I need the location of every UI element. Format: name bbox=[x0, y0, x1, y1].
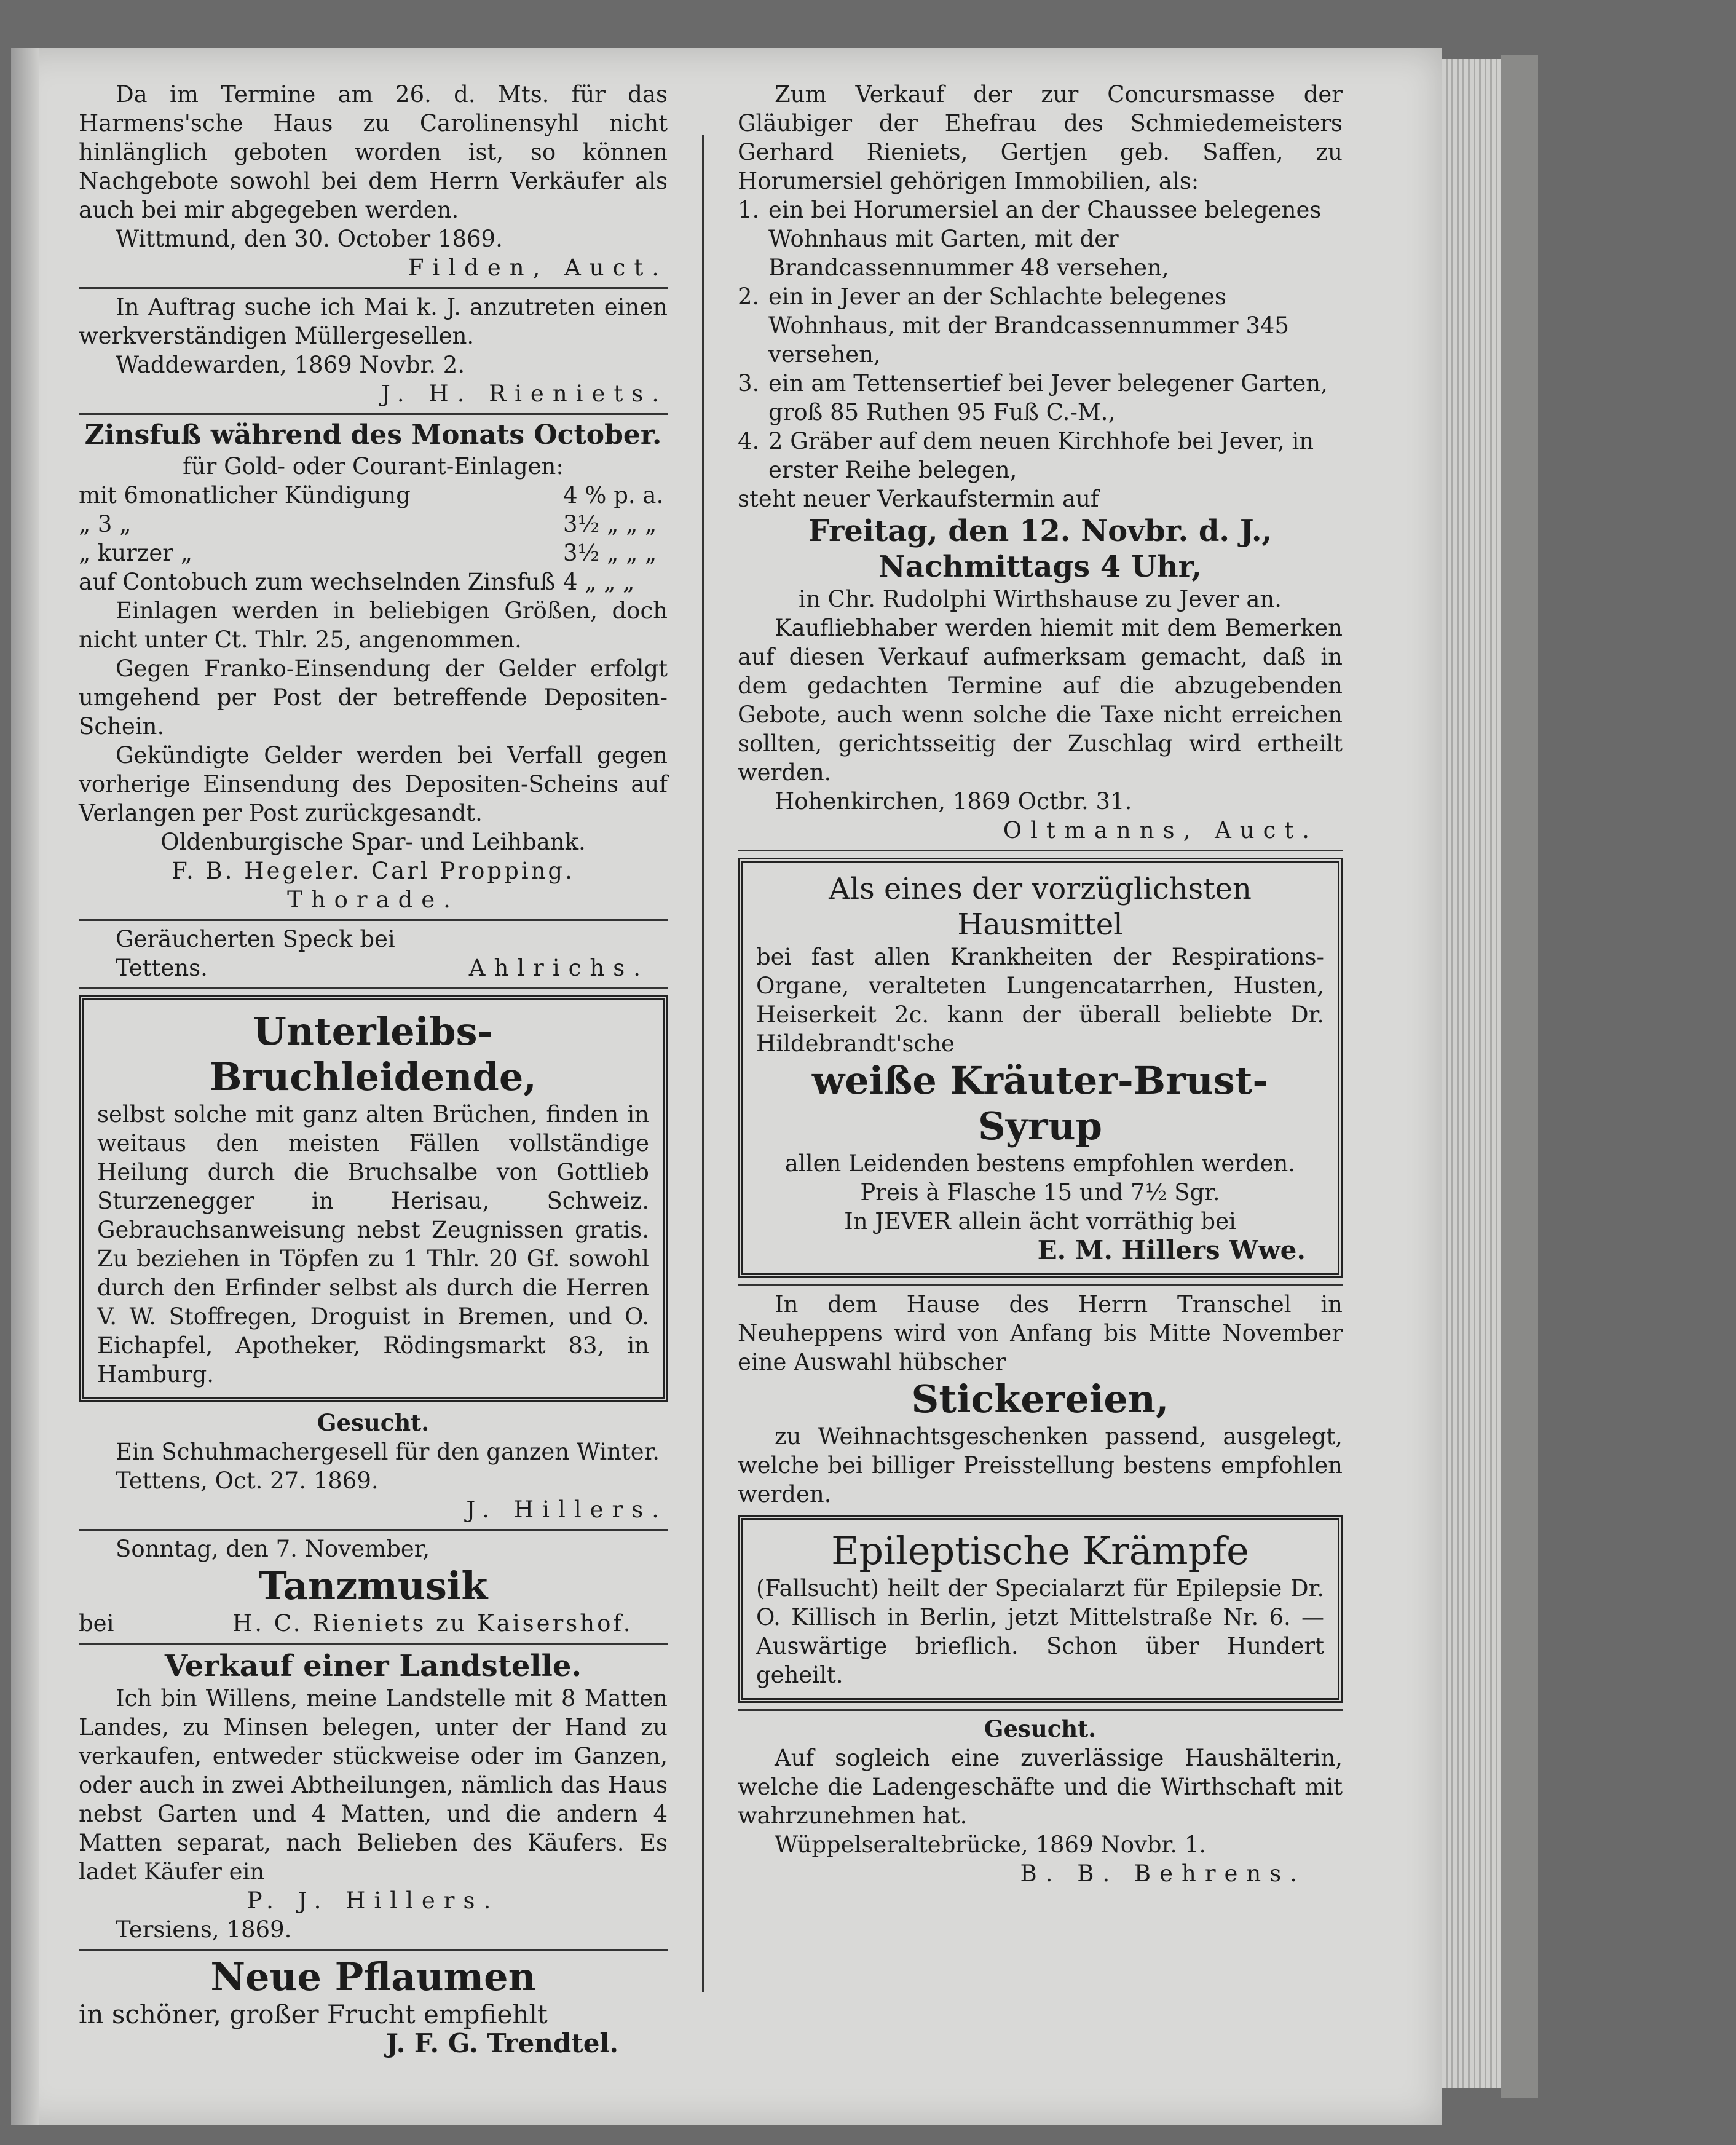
notice-property-sale bbox=[738, 80, 1343, 845]
notice-signature: J. H. Rieniets. bbox=[381, 381, 668, 407]
rate-label: „ kurzer „ bbox=[79, 540, 192, 566]
divider bbox=[79, 919, 668, 921]
land-text: Ich bin Willens, meine Landstelle mit 8 Matten Landes, zu Minsen belegen, unter der Hand zu verkaufen, entweder stückweise oder im Ganzen, oder auch in zwei Abtheilungen, nämlich das Haus nebst Garten und 4 Matten, und die andern 4 Matten separat, nach Belieben des Käufers. Es ladet Käufer ein bbox=[79, 1685, 668, 1885]
embroidery-text: In dem Hause des Herrn Transchel in Neuheppens wird von Anfang bis Mitte November eine Auswahl hübscher bbox=[738, 1291, 1343, 1375]
divider bbox=[79, 1643, 668, 1645]
notice-signature: Ahlrichs. bbox=[468, 955, 649, 981]
epilepsy-title: Epileptische Krämpfe bbox=[831, 1528, 1249, 1573]
notice-auction-harmens bbox=[79, 80, 668, 282]
list-item bbox=[738, 196, 1343, 282]
rate-label: mit 6monatlicher Kündigung bbox=[79, 482, 411, 508]
notice-place: Waddewarden, 1869 Novbr. 2. bbox=[116, 352, 465, 378]
interest-title: Zinsfuß während des Monats October. bbox=[84, 419, 662, 451]
sale-time: Nachmittags 4 Uhr, bbox=[878, 550, 1202, 584]
dance-host: H. C. Rieniets zu Kaisershof. bbox=[232, 1610, 633, 1637]
dance-bei: bei bbox=[79, 1610, 114, 1637]
divider bbox=[79, 287, 668, 289]
notice-interest-rates bbox=[79, 419, 668, 914]
bank-signatory: Thorade. bbox=[287, 887, 459, 913]
land-place: Tersiens, 1869. bbox=[116, 1916, 292, 1943]
ad-text: selbst solche mit ganz alten Brüchen, finden in weitaus den meisten Fällen vollständige Heilung durch die Bruchsalbe von Gottlieb Sturzenegger in Herisau, Schweiz. Gebrauchsanweisung nebst Zeugnissen gratis. Zu beziehen in Töpfen zu 1 Thlr. 20 Gf. sowohl durch den Erfinder selbst als durch die Herren V. W. Stoffregen, Droguist in Bremen, und O. Eichapfel, Apotheker, Rödingsmarkt 83, in Hamburg. bbox=[97, 1101, 649, 1388]
notice-signature: Filden, Auct. bbox=[408, 255, 668, 281]
rate-row bbox=[79, 539, 668, 567]
divider bbox=[79, 987, 668, 989]
notice-dance bbox=[79, 1535, 668, 1638]
ad-rupture-salve bbox=[79, 995, 668, 1402]
syrup-title: weiße Kräuter-Brust- bbox=[811, 1058, 1269, 1103]
divider bbox=[738, 1709, 1343, 1711]
item-text: ein in Jever an der Schlachte belegenes Wohnhaus, mit der Brandcassennummer 345 versehen, bbox=[768, 283, 1289, 368]
interest-text: Gekündigte Gelder werden bei Verfall gegen vorherige Einsendung des Depositen-Scheins auf Verlangen per Post zurückgesandt. bbox=[79, 742, 668, 826]
notice-place: Tettens. bbox=[116, 955, 208, 981]
sale-location: in Chr. Rudolphi Wirthshause zu Jever an. bbox=[799, 586, 1282, 612]
ad-plums bbox=[79, 1954, 668, 2058]
syrup-title: Syrup bbox=[978, 1104, 1102, 1148]
notice-embroidery bbox=[738, 1290, 1343, 1509]
rate-label: auf Contobuch zum wechselnden Zinsfuß bbox=[79, 569, 556, 595]
notice-text: Auf sogleich eine zuverlässige Haushälterin, welche die Ladengeschäfte und die Wirthschaft mit wahrzunehmen hat. bbox=[738, 1745, 1343, 1829]
notice-shoemaker bbox=[79, 1408, 668, 1524]
plums-text: in schöner, großer Frucht empfiehlt bbox=[79, 1999, 548, 2029]
dance-title: Tanzmusik bbox=[258, 1563, 488, 1608]
list-item bbox=[738, 282, 1343, 369]
bank-name: Oldenburgische Spar- und Leihbank. bbox=[160, 829, 586, 855]
divider bbox=[738, 850, 1343, 851]
rate-value: 3½ „ „ „ bbox=[563, 540, 657, 566]
item-number: 3. bbox=[738, 370, 760, 397]
notice-signature: J. Hillers. bbox=[466, 1496, 668, 1523]
notice-title: Gesucht. bbox=[984, 1715, 1097, 1742]
ad-breast-syrup bbox=[738, 858, 1343, 1278]
interest-text: Einlagen werden in beliebigen Größen, doch nicht unter Ct. Thlr. 25, angenommen. bbox=[79, 598, 668, 653]
syrup-price: Preis à Flasche 15 und 7½ Sgr. bbox=[860, 1179, 1220, 1206]
land-title: Verkauf einer Landstelle. bbox=[164, 1649, 582, 1683]
item-number: 1. bbox=[738, 197, 760, 223]
syrup-seller: E. M. Hillers Wwe. bbox=[1037, 1235, 1306, 1265]
page-gutter bbox=[11, 48, 39, 2125]
divider bbox=[79, 1949, 668, 1951]
rate-label: „ 3 „ bbox=[79, 511, 132, 537]
plums-signature: J. F. G. Trendtel. bbox=[386, 2028, 618, 2058]
interest-subtitle: für Gold- oder Courant-Einlagen: bbox=[183, 453, 564, 480]
divider bbox=[79, 1529, 668, 1531]
rate-row bbox=[79, 481, 668, 510]
notice-miller bbox=[79, 293, 668, 408]
left-column bbox=[79, 80, 668, 2058]
ad-epilepsy bbox=[738, 1515, 1343, 1703]
sale-intro: Zum Verkauf der zur Concursmasse der Gläubiger der Ehefrau des Schmiedemeisters Gerhard Rieniets, Gertjen geb. Saffen, zu Horumersiel gehörigen Immobilien, als: bbox=[738, 81, 1343, 194]
item-text: ein am Tettensertief bei Jever belegener Garten, groß 85 Ruthen 95 Fuß C.-M., bbox=[768, 370, 1328, 425]
item-number: 4. bbox=[738, 428, 760, 454]
divider bbox=[79, 413, 668, 415]
interest-text: Gegen Franko-Einsendung der Gelder erfolgt umgehend per Post der betreffende Depositen-Schein. bbox=[79, 655, 668, 740]
sale-signature: Oltmanns, Auct. bbox=[1003, 817, 1318, 843]
right-column bbox=[738, 80, 1343, 1888]
notice-text: Da im Termine am 26. d. Mts. für das Harmens'sche Haus zu Carolinensyhl nicht hinlänglich geboten worden ist, so können Nachgebote sowohl bei dem Herrn Verkäufer als auch bei mir abgegeben werden. bbox=[79, 81, 668, 223]
notice-text: In Auftrag suche ich Mai k. J. anzutreten einen werkverständigen Müllergesellen. bbox=[79, 294, 668, 349]
bank-signatories: F. B. Hegeler. Carl Propping. bbox=[172, 858, 575, 884]
ad-title: Bruchleidende, bbox=[210, 1054, 537, 1099]
page-edges bbox=[1442, 59, 1501, 2088]
dance-host-line bbox=[79, 1609, 668, 1638]
syrup-availability: In JEVER allein ächt vorräthig bei bbox=[844, 1208, 1236, 1234]
rate-value: 4 „ „ „ bbox=[563, 569, 635, 595]
sale-place: Hohenkirchen, 1869 Octbr. 31. bbox=[775, 788, 1132, 815]
syrup-line1: Als eines der vorzüglichsten bbox=[829, 872, 1252, 906]
sale-term: steht neuer Verkaufstermin auf bbox=[738, 486, 1099, 512]
land-signature: P. J. Hillers. bbox=[247, 1887, 500, 1914]
syrup-recommendation: allen Leidenden bestens empfohlen werden. bbox=[784, 1150, 1296, 1177]
rate-value: 4 % p. a. bbox=[563, 482, 664, 508]
notice-place: Tettens, Oct. 27. 1869. bbox=[116, 1468, 379, 1494]
divider bbox=[738, 1284, 1343, 1286]
notice-signature: B. B. Behrens. bbox=[1020, 1860, 1306, 1887]
list-item bbox=[738, 369, 1343, 427]
epilepsy-text: (Fallsucht) heilt der Specialarzt für Epilepsie Dr. O. Killisch in Berlin, jetzt Mittelstraße Nr. 6. — Auswärtige brieflich. Schon über Hundert geheilt. bbox=[756, 1575, 1324, 1688]
notice-footer bbox=[79, 954, 668, 982]
notice-text: Geräucherten Speck bei bbox=[116, 926, 395, 952]
item-number: 2. bbox=[738, 283, 760, 310]
embroidery-title: Stickereien, bbox=[911, 1377, 1169, 1421]
rate-value: 3½ „ „ „ bbox=[563, 511, 657, 537]
notice-title: Gesucht. bbox=[317, 1409, 430, 1436]
plums-title: Neue Pflaumen bbox=[210, 1954, 536, 1999]
column-rule bbox=[702, 135, 704, 1992]
syrup-line2: Hausmittel bbox=[957, 907, 1123, 942]
embroidery-text: zu Weihnachtsgeschenken passend, ausgelegt, welche bei billiger Preisstellung bestens empfohlen werden. bbox=[738, 1423, 1343, 1507]
notice-text: Ein Schuhmachergesell für den ganzen Winter. bbox=[116, 1439, 660, 1465]
rate-row bbox=[79, 567, 668, 596]
syrup-text: bei fast allen Krankheiten der Respirations-Organe, veralteten Lungencatarrhen, Husten, Heiserkeit 2c. kann der überall beliebte Dr. Hildebrandt'sche bbox=[756, 944, 1324, 1057]
dance-date: Sonntag, den 7. November, bbox=[116, 1536, 430, 1562]
rate-row bbox=[79, 510, 668, 539]
notice-place: Wittmund, den 30. October 1869. bbox=[116, 226, 503, 252]
notice-bacon bbox=[79, 925, 668, 982]
sale-date: Freitag, den 12. Novbr. d. J., bbox=[808, 514, 1272, 548]
item-text: 2 Gräber auf dem neuen Kirchhofe bei Jever, in erster Reihe belegen, bbox=[768, 428, 1314, 483]
list-item bbox=[738, 427, 1343, 484]
sale-items bbox=[738, 196, 1343, 484]
book-cover bbox=[1501, 55, 1538, 2098]
notice-housekeeper bbox=[738, 1715, 1343, 1888]
sale-note: Kaufliebhaber werden hiemit mit dem Bemerken auf diesen Verkauf aufmerksam gemacht, daß in dem gedachten Termine auf die abzugebenden Gebote, auch wenn solche die Taxe nicht erreichen sollten, gerichtsseitig der Zuschlag wird ertheilt werden. bbox=[738, 615, 1343, 786]
ad-title: Unterleibs- bbox=[253, 1009, 494, 1054]
item-text: ein bei Horumersiel an der Chaussee belegenes Wohnhaus mit Garten, mit der Brandcassennummer 48 versehen, bbox=[768, 197, 1322, 281]
notice-place: Wüppelseraltebrücke, 1869 Novbr. 1. bbox=[775, 1831, 1207, 1858]
notice-land-sale bbox=[79, 1648, 668, 1944]
